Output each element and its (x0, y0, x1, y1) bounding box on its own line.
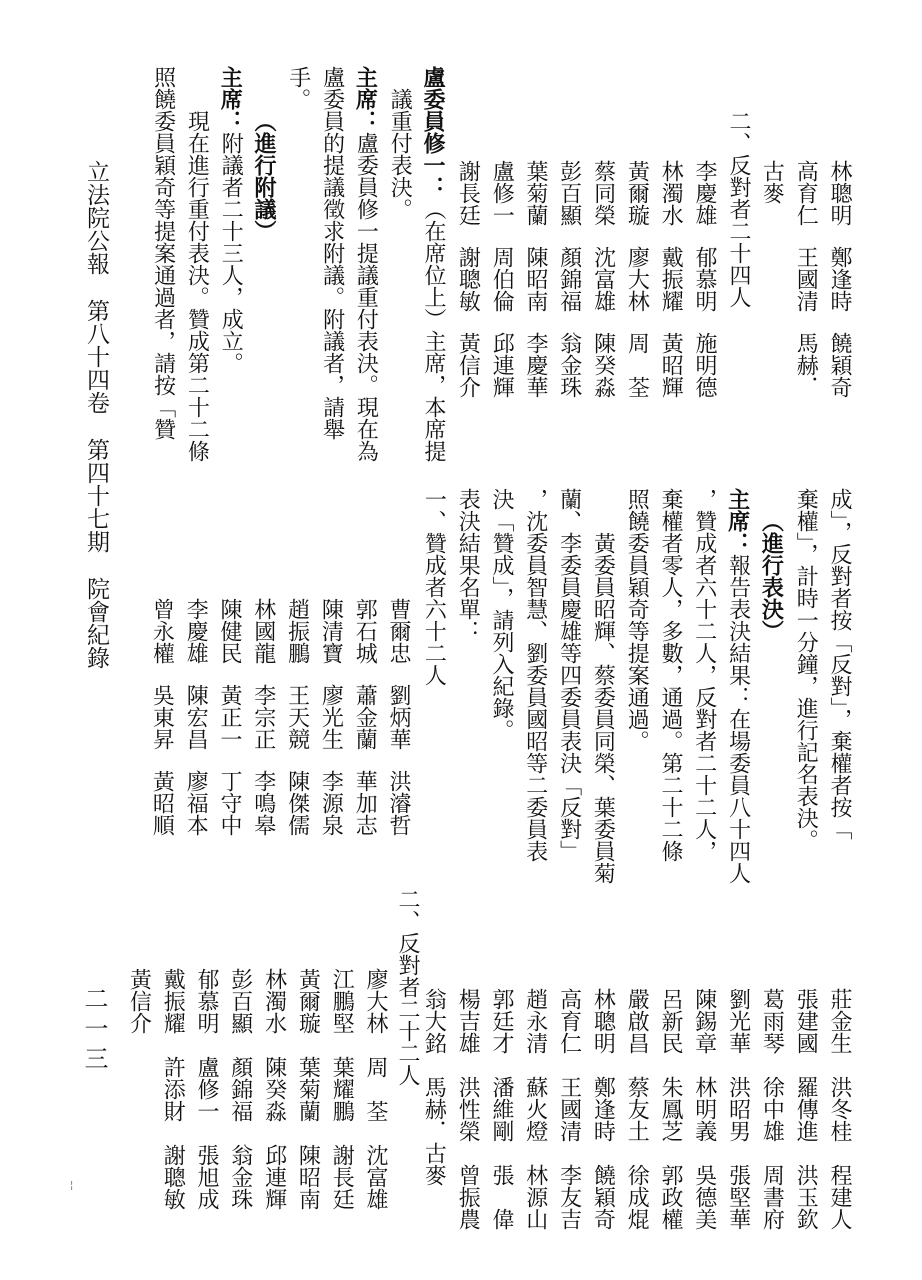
legislator-name: 郭石城 (352, 598, 378, 664)
legislator-name: 馬赫． (793, 332, 819, 398)
legislator-name: 陳癸淼 (261, 1056, 287, 1122)
legislator-name: 丁守中 (217, 770, 242, 836)
paragraph-line (693, 488, 715, 862)
right-list2-row (229, 968, 251, 1232)
paragraph-line (352, 66, 379, 462)
paragraph-text: ，贊成者六十二人，反對者二十二人， (691, 488, 717, 862)
legislator-name: 古麥 (759, 160, 785, 204)
legislator-name: 趙永清 (522, 988, 548, 1054)
right-list2-row (126, 968, 152, 1056)
legislator-name: 劉炳華 (386, 684, 411, 750)
legislator-name: 曾永權 (149, 598, 175, 664)
paragraph-line (490, 488, 512, 741)
issue-label: 第四十七期 (83, 438, 109, 553)
legislator-name: 謝聰敏 (160, 1144, 186, 1210)
paragraph-line (624, 488, 650, 752)
legislator-name: 戴振耀 (658, 246, 684, 312)
procedure-note (758, 510, 785, 642)
procedure-note-text: （進行附議） (251, 110, 277, 242)
right-list1-row (490, 988, 512, 1252)
legislator-name: 郭政權 (658, 1164, 683, 1230)
legislator-name: 陳健民 (217, 598, 242, 664)
legislator-name: 彭百顯 (227, 968, 253, 1034)
paragraph-text: 盧委員修一提議重付表決。現在為 (353, 132, 379, 462)
right-list2-row (263, 968, 285, 1232)
legislator-name: 顏錦福 (556, 246, 582, 312)
legislator-name: 葉耀鵬 (329, 1056, 355, 1122)
middle-list-row (318, 598, 344, 856)
paragraph-text: 蘭、李委員慶雄等四委員表決「反對」 (556, 488, 582, 862)
legislator-name: 吳東昇 (149, 684, 175, 750)
legislator-name: 洪冬桂 (827, 1076, 852, 1142)
legislator-name: 高育仁 (556, 988, 582, 1054)
journal-title: 立法院公報 (83, 160, 109, 275)
section-label: 院會紀錄 (83, 577, 109, 669)
legislator-name: 江鵬堅 (329, 968, 355, 1034)
left-list-row (489, 160, 515, 418)
legislator-name: 翁大銘 (421, 988, 447, 1054)
paragraph-line (724, 488, 751, 884)
right-list2-row (160, 968, 186, 1232)
legislator-name: 彭百顯 (556, 160, 582, 226)
legislator-name: 陳昭南 (295, 1144, 321, 1210)
right-list1-row (624, 988, 650, 1252)
legislator-name: 葉菊蘭 (523, 160, 548, 226)
legislator-name: 謝長廷 (329, 1144, 355, 1210)
legislator-name: 高育仁 (793, 160, 819, 226)
legislator-name: 沈富雄 (363, 1144, 388, 1210)
legislator-name: 盧修一 (489, 160, 515, 226)
legislator-name: 黃信介 (455, 332, 481, 398)
result-title-text: 表決結果名單： (455, 488, 481, 642)
legislator-name: 林濁水 (261, 968, 287, 1034)
legislator-name: 王國清 (556, 1076, 582, 1142)
legislator-name: 張建國 (793, 988, 819, 1054)
procedure-note-text: （進行表決） (758, 510, 785, 642)
right-list1-row (828, 988, 850, 1252)
paragraph-text: 照饒委員穎奇等提案通過者，請按「贊 (150, 66, 176, 440)
left-list-row (455, 160, 481, 418)
legislator-name: 楊吉雄 (455, 988, 481, 1054)
list-heading (421, 488, 447, 686)
list2-heading (396, 888, 418, 1086)
page-number: 二一三 (80, 986, 108, 1076)
paragraph-line (217, 66, 244, 374)
legislator-name: 陳錫章 (691, 988, 717, 1054)
legislator-name: 王天競 (284, 684, 310, 750)
paragraph-text: 棄權者零人，多數，通過。第二十二條 (658, 488, 683, 862)
legislator-name: 廖光生 (318, 684, 344, 750)
legislator-name: 王國清 (793, 246, 819, 312)
legislator-name: 饒穎奇 (590, 1164, 616, 1230)
right-list1-row (659, 988, 681, 1252)
legislator-name: 黃爾璇 (295, 968, 321, 1034)
paragraph-line (524, 488, 546, 862)
list-heading-text: 一、贊成者六十二人 (421, 488, 447, 686)
legislator-name: 呂新民 (658, 988, 683, 1054)
legislator-name: 洪性榮 (455, 1076, 481, 1142)
speaker-label: 主席： (352, 66, 379, 132)
legislator-name: 鄭逢時 (590, 1076, 616, 1142)
legislator-name: 馬赫．古麥 (421, 1076, 447, 1186)
legislator-name: 郁慕明 (692, 246, 717, 312)
legislator-name: 饒穎奇 (827, 332, 852, 398)
legislator-name: 李慶雄 (183, 598, 209, 664)
legislator-name: 蔡友土 (624, 1076, 650, 1142)
legislator-name: 廖福本 (183, 770, 209, 836)
left-list-row (624, 160, 650, 418)
legislator-name: 廖大林 (624, 246, 650, 312)
left-list-row (693, 160, 715, 418)
legislator-name: 李源泉 (318, 770, 344, 836)
list-heading-text: 二、反對者二十四人 (726, 110, 751, 308)
paragraph-line (184, 110, 210, 462)
legislator-name: 莊金生 (827, 988, 852, 1054)
legislator-name: 翁金珠 (227, 1144, 253, 1210)
left-list-row (592, 160, 614, 418)
legislator-name: 張 偉 (489, 1164, 514, 1230)
right-list1-row (727, 988, 749, 1252)
legislator-name: 邱連輝 (261, 1144, 287, 1210)
left-list-row (524, 160, 546, 418)
legislator-name: 周 荃 (363, 1056, 388, 1122)
legislator-name: 徐成焜 (624, 1164, 650, 1230)
legislator-name: 李慶雄 (692, 160, 717, 226)
right-list2-row (364, 968, 386, 1232)
legislator-name: 林明義 (691, 1076, 717, 1142)
left-list-row (558, 160, 580, 418)
right-list1-row (524, 988, 546, 1252)
legislator-name: 戴振耀 (160, 968, 186, 1034)
middle-list-row (218, 598, 240, 856)
paragraph-text: 棄權」，計時一分鐘，進行記名表決。 (793, 488, 819, 851)
margin-mark: ¦ (70, 1180, 74, 1191)
speaker-line (422, 66, 444, 462)
list-heading (727, 110, 749, 308)
paragraph-text: 黃委員昭輝、蔡委員同榮、葉委員菊 (590, 532, 616, 884)
legislator-name: 李友吉 (556, 1164, 582, 1230)
paragraph-text: 報告表決結果：在場委員八十四人 (725, 554, 751, 884)
legislator-name: 葉菊蘭 (295, 1056, 321, 1122)
paragraph-line (659, 488, 681, 862)
legislator-name: 華加志 (352, 770, 378, 836)
legislator-name: 施明德 (692, 332, 717, 398)
paragraph-line (793, 488, 819, 851)
legislator-name: 林聰明 (827, 160, 852, 226)
legislator-name: 廖大林 (363, 968, 388, 1034)
right-list1-row (693, 988, 715, 1252)
paragraph-text: （在席位上）主席，本席提 (421, 198, 446, 462)
legislator-name: 洪昭男 (725, 1076, 751, 1142)
right-list1-row (455, 988, 481, 1252)
legislator-name: 顏錦福 (227, 1056, 253, 1122)
legislator-name: 郁慕明 (194, 968, 219, 1034)
legislator-name: 盧修一 (194, 1056, 219, 1122)
legislator-name: 葛雨琴 (759, 988, 785, 1054)
legislator-name: 嚴啟昌 (624, 988, 650, 1054)
legislator-name: 周伯倫 (489, 246, 515, 312)
procedure-note (253, 110, 275, 242)
paragraph-line (558, 488, 580, 862)
paragraph-text: ，沈委員智慧、劉委員國昭等二委員表 (522, 488, 548, 862)
legislator-name: 陳癸淼 (590, 332, 616, 398)
legislator-name: 郭廷才 (489, 988, 514, 1054)
paragraph-text: 盧委員的提議徵求附議。附議者，請舉 (319, 66, 345, 440)
legislator-name: 鄭逢時 (827, 246, 852, 312)
paragraph-text: 手。 (285, 66, 311, 110)
legislator-name: 黃爾璇 (624, 160, 650, 226)
middle-list-row (183, 598, 209, 856)
paragraph-line (152, 66, 174, 440)
paragraph-line (590, 532, 616, 884)
legislator-name: 張堅華 (725, 1164, 751, 1230)
legislator-name: 徐中雄 (759, 1076, 785, 1142)
legislator-name: 謝長廷 (455, 160, 481, 226)
middle-list-row (286, 598, 308, 856)
legislator-name: 劉光華 (725, 988, 751, 1054)
left-top-row (793, 160, 819, 418)
legislator-name: 黃正一 (217, 684, 242, 750)
legislator-name: 洪濬哲 (386, 770, 411, 836)
legislator-name: 李鳴皋 (250, 770, 276, 836)
right-list2-row (195, 968, 217, 1232)
legislator-name: 趙振鵬 (284, 598, 310, 664)
paragraph-text: 議重付表決。 (387, 88, 413, 220)
paragraph-line (387, 88, 413, 220)
right-list1-row (759, 988, 785, 1252)
legislator-name: 羅傳進 (793, 1076, 819, 1142)
paragraph-line (287, 66, 309, 110)
running-header (84, 160, 107, 669)
middle-list-row (352, 598, 378, 856)
legislator-name: 黃信介 (126, 968, 152, 1034)
legislator-name: 陳清寶 (318, 598, 344, 664)
legislator-name: 邱連輝 (489, 332, 515, 398)
left-list-row (658, 160, 684, 418)
legislator-name: 黃昭順 (149, 770, 175, 836)
legislator-name: 曾振農 (455, 1164, 481, 1230)
legislator-name: 周 荃 (624, 332, 650, 398)
legislator-name: 曹爾忠 (386, 598, 411, 664)
paragraph-text: 附議者二十三人，成立。 (218, 132, 244, 374)
right-list1-row (590, 988, 616, 1252)
paragraph-line (828, 488, 850, 840)
legislator-name: 陳宏昌 (183, 684, 209, 750)
volume-label: 第八十四卷 (83, 299, 109, 414)
legislator-name: 李慶華 (523, 332, 548, 398)
right-list2-row (329, 968, 355, 1232)
left-top-row (759, 160, 785, 246)
legislator-name: 林國龍 (250, 598, 276, 664)
legislator-name: 沈富雄 (590, 246, 616, 312)
paragraph-text: 現在進行重付表決。贊成第二十二條 (184, 110, 210, 462)
right-list1-row (793, 988, 819, 1252)
legislator-name: 李宗正 (250, 684, 276, 750)
legislator-name: 吳德美 (691, 1164, 717, 1230)
legislator-name: 林聰明 (590, 988, 616, 1054)
middle-list-row (149, 598, 175, 856)
paragraph-text: 決「贊成」，請列入紀錄。 (489, 488, 514, 741)
middle-list-row (387, 598, 409, 856)
legislator-name: 張旭成 (194, 1144, 219, 1210)
legislator-name: 蔡同榮 (590, 160, 616, 226)
left-top-row (828, 160, 850, 418)
legislator-name: 程建人 (827, 1164, 852, 1230)
legislator-name: 黃昭輝 (658, 332, 684, 398)
legislator-name: 林源山 (522, 1164, 548, 1230)
right-list1-row (421, 988, 447, 1186)
legislator-name: 謝聰敏 (455, 246, 481, 312)
paragraph-text: 照饒委員穎奇等提案通過。 (624, 488, 650, 752)
legislator-name: 洪玉欽 (793, 1164, 819, 1230)
right-list2-row (295, 968, 321, 1232)
legislator-name: 陳昭南 (523, 246, 548, 312)
speaker-label: 主席： (724, 488, 751, 554)
list-heading: 二、反對者二十二人 (395, 888, 420, 1086)
legislator-name: 潘維剛 (489, 1076, 514, 1142)
speaker-label: 主席： (217, 66, 244, 132)
speaker-label: 盧委員修一： (420, 66, 446, 198)
middle-list-row (252, 598, 274, 856)
legislator-name: 林濁水 (658, 160, 684, 226)
right-list1-row (558, 988, 580, 1252)
legislator-name: 朱鳳芝 (658, 1076, 683, 1142)
legislator-name: 陳傑儒 (284, 770, 310, 836)
legislator-name: 周書府 (759, 1164, 785, 1230)
legislator-name: 蘇火燈 (522, 1076, 548, 1142)
paragraph-line (321, 66, 343, 440)
paragraph-text: 成」，反對者按「反對」，棄權者按「 (827, 488, 852, 840)
legislator-name: 翁金珠 (556, 332, 582, 398)
legislator-name: 蕭金蘭 (352, 684, 378, 750)
legislator-name: 許添財 (160, 1056, 186, 1122)
result-title (455, 488, 481, 642)
